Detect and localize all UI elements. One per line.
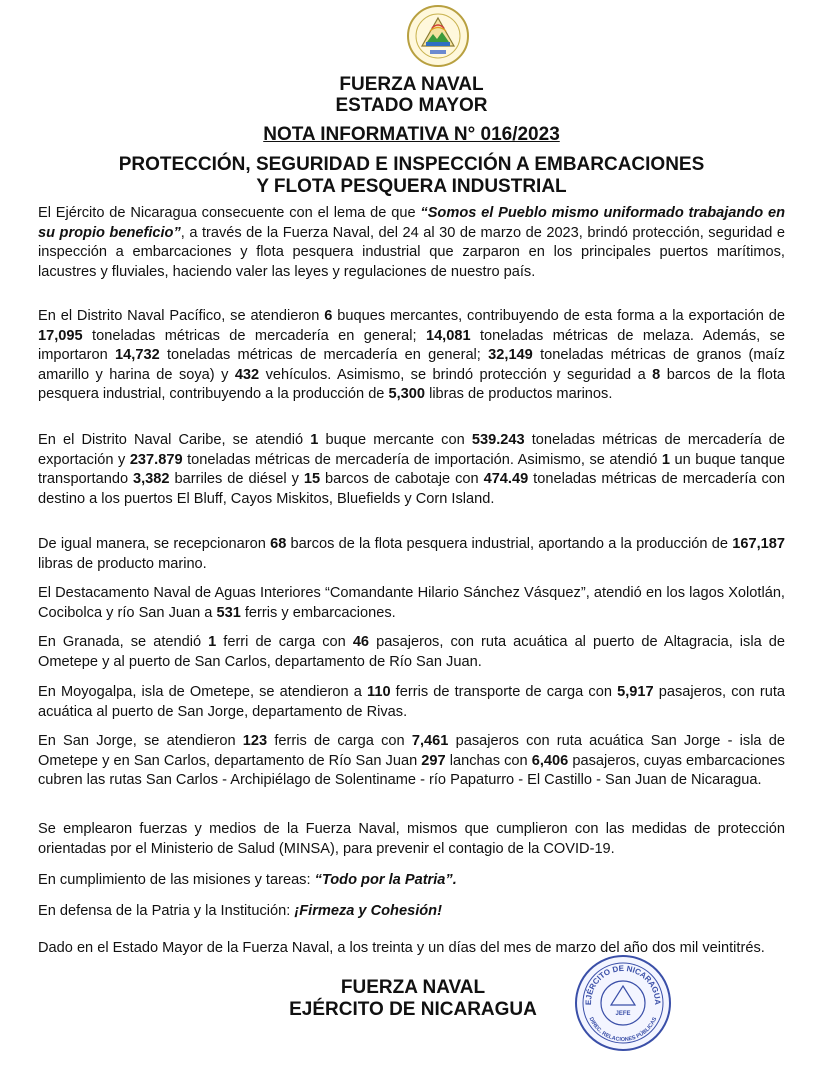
paragraph-dado-en: Dado en el Estado Mayor de la Fuerza Naval, a los treinta y un días del mes de marzo del año dos mil veintitrés. — [38, 940, 765, 956]
svg-text:EJÉRCITO DE NICARAGUA: EJÉRCITO DE NICARAGUA — [583, 963, 663, 1006]
paragraph-pacifico: En el Distrito Naval Pacífico, se atendieron 6 buques mercantes, contribuyendo de esta forma a la exportación de 17,095 toneladas métricas de mercadería en general; 14,081 toneladas métricas de melaza. Además, se importaron 14,732 toneladas métricas de mercadería en general; 32,149 toneladas métricas de granos (maíz amarillo y harina de soya) y 432 vehículos. Asimismo, se brindó protección y seguridad a 8 barcos de la flota pesquera industrial, contribuyendo a la producción de 5,300 libras de productos marinos. — [38, 308, 786, 403]
title-line-1: PROTECCIÓN, SEGURIDAD E INSPECCIÓN A EMBARCACIONES — [118, 154, 705, 175]
motto-firmeza: ¡Firmeza y Cohesión! — [294, 903, 442, 919]
nota-number: NOTA INFORMATIVA N° 016/2023 — [263, 124, 560, 145]
nicaragua-coat-of-arms-icon — [406, 4, 470, 68]
paragraph-caribe: En el Distrito Naval Caribe, se atendió 1 buque mercante con 539.243 toneladas métricas de mercadería de exportación y 237.879 toneladas métricas de mercadería de importación. Asimismo, se atendió 1 un buque tanque transportando 3,382 barriles de diésel y 15 barcos de cabotaje con 474.49 toneladas métricas de mercadería con destino a los puertos El Bluff, Cayos Miskitos, Bluefields y Corn Island. — [38, 432, 786, 507]
paragraph-minsa: Se emplearon fuerzas y medios de la Fuerza Naval, mismos que cumplieron con las medidas de protección orientadas por el Ministerio de Salud (MINSA), para prevenir el contagio de la COVID-19. — [38, 821, 785, 857]
motto-text: “Somos el Pueblo mismo uniformado trabajando en su propio beneficio” — [38, 205, 785, 241]
document-title — [38, 154, 785, 198]
signature-block — [278, 977, 548, 1021]
paragraph-aguas-interiores: El Destacamento Naval de Aguas Interiores “Comandante Hilario Sánchez Vásquez”, atendió en los lagos Xolotlán, Cocibolca y río San Juan a 531 ferris y embarcaciones. — [38, 585, 785, 621]
paragraph-intro: El Ejército de Nicaragua consecuente con el lema de que “Somos el Pueblo mismo uniformado trabajando en su propio beneficio”, a través de la Fuerza Naval, del 24 al 30 de marzo de 2023, brindó protección, seguridad e inspección a embarcaciones y flota pesquera industrial que zarparon en los principales puertos marítimos, lacustres y fluviales, haciendo valer las leyes y regulaciones de nuestro país. — [38, 205, 785, 280]
signature-line-2: EJÉRCITO DE NICARAGUA — [289, 999, 537, 1020]
svg-text:JEFE: JEFE — [615, 1011, 631, 1017]
svg-text:DIREC. RELACIONES PÚBLICAS: DIREC. RELACIONES PÚBLICAS — [587, 1016, 659, 1044]
header-dept: ESTADO MAYOR — [335, 95, 488, 116]
title-line-2: Y FLOTA PESQUERA INDUSTRIAL — [256, 176, 567, 197]
paragraph-granada: En Granada, se atendió 1 ferri de carga con 46 pasajeros, con ruta acuática al puerto de Altagracia, isla de Ometepe y al puerto de San Carlos, departamento de Río San Juan. — [38, 634, 785, 670]
signature-line-1: FUERZA NAVAL — [340, 977, 486, 998]
paragraph-defensa: En defensa de la Patria y la Institución: ¡Firmeza y Cohesión! — [38, 903, 442, 919]
paragraph-flota-pesquera: De igual manera, se recepcionaron 68 barcos de la flota pesquera industrial, aportando a la producción de 167,187 libras de producto marino. — [38, 536, 785, 572]
paragraph-cumplimiento: En cumplimiento de las misiones y tareas: “Todo por la Patria”. — [38, 872, 457, 888]
paragraph-moyogalpa: En Moyogalpa, isla de Ometepe, se atendieron a 110 ferris de transporte de carga con 5,917 pasajeros, con ruta acuática al puerto de San Jorge, departamento de Rivas. — [38, 684, 785, 720]
paragraph-san-jorge: En San Jorge, se atendieron 123 ferris de carga con 7,461 pasajeros con ruta acuática San Jorge - isla de Ometepe y en San Carlos, departamento de Río San Juan 297 lanchas con 6,406 pasajeros, cuyas embarcaciones cubren las rutas San Carlos - Archipiélago de Solentiname - río Papaturro - El Castillo - San Juan de Nicaragua. — [38, 733, 785, 789]
header-org: FUERZA NAVAL — [339, 74, 484, 95]
official-seal-icon — [573, 953, 673, 1053]
motto-todo-por-la-patria: “Todo por la Patria”. — [314, 872, 457, 888]
